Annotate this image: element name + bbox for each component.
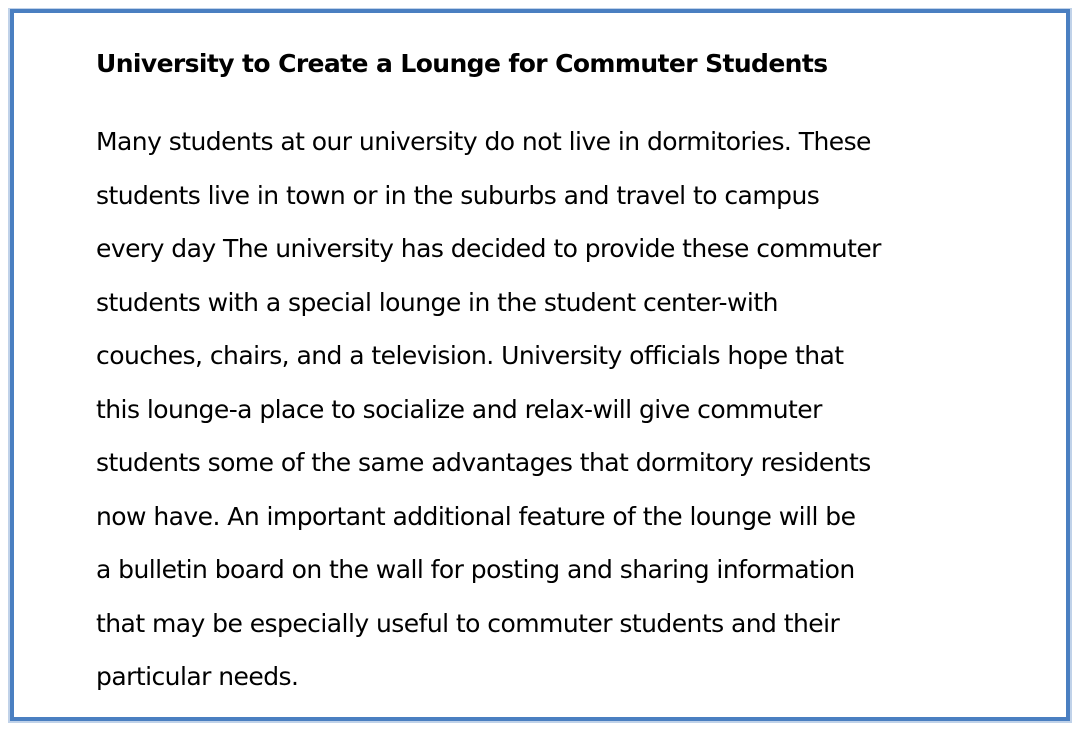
body-line: particular needs. — [96, 662, 299, 691]
body-line: that may be especially useful to commuter students and their — [96, 608, 840, 638]
body-line: Many students at our university do not live in dormitories. These — [96, 127, 871, 156]
body-line: this lounge-a place to socialize and relax-will give commuter — [96, 394, 822, 424]
document-frame — [10, 9, 1070, 721]
body-line: every day The university has decided to provide these commuter — [96, 234, 881, 263]
body-line: students live in town or in the suburbs and travel to campus — [96, 180, 820, 210]
body-line: a bulletin board on the wall for posting and sharing information — [96, 555, 855, 584]
document-body — [96, 115, 1056, 704]
body-line: couches, chairs, and a television. University officials hope that — [96, 341, 844, 370]
body-line: students with a special lounge in the student center-with — [96, 287, 778, 317]
body-line: now have. An important additional feature of the lounge will be — [96, 501, 856, 531]
document-title: University to Create a Lounge for Commuter Students — [96, 49, 828, 78]
body-line: students some of the same advantages that dormitory residents — [96, 448, 871, 477]
